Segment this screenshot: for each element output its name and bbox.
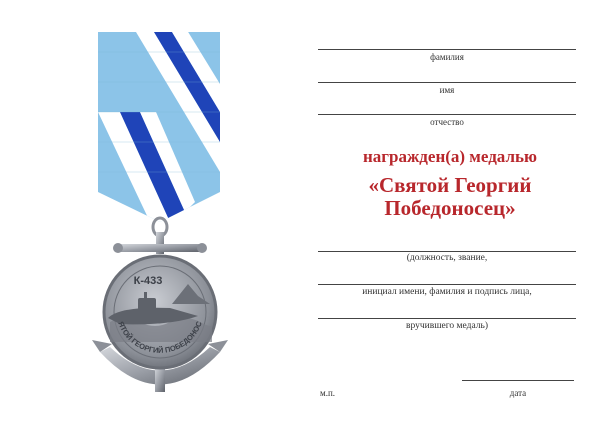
- ribbon: [80, 22, 240, 232]
- medal-number: К-433: [133, 275, 163, 287]
- position-line: [318, 251, 576, 252]
- medal-svg: [60, 22, 260, 402]
- initials-line: [318, 284, 576, 285]
- position-caption: (должность, звание,: [406, 253, 488, 263]
- seal-caption: м.п.: [320, 388, 336, 398]
- medal-rim-text: ЯТОЙ ГЕОРГИЙ ПОБЕДОНОС: [116, 320, 204, 355]
- medal-title-line2: Победоносец»: [384, 196, 516, 220]
- presenter-line: [318, 318, 576, 319]
- initials-caption: инициал имени, фамилия и подпись лица,: [362, 287, 532, 297]
- name-line: [318, 82, 576, 83]
- surname-caption: фамилия: [430, 52, 464, 62]
- date-caption: дата: [509, 388, 527, 398]
- medal-illustration: [60, 22, 260, 402]
- award-form: [300, 0, 600, 429]
- patronymic-caption: отчество: [430, 117, 464, 127]
- date-line: [462, 380, 574, 381]
- patronymic-line: [318, 114, 576, 115]
- awarded-text: награжден(а) медалью: [363, 147, 537, 166]
- medal-title-line1: «Святой Георгий: [368, 173, 532, 197]
- name-caption: имя: [439, 85, 455, 95]
- surname-line: [318, 49, 576, 50]
- presenter-caption: вручившего медаль): [406, 321, 488, 331]
